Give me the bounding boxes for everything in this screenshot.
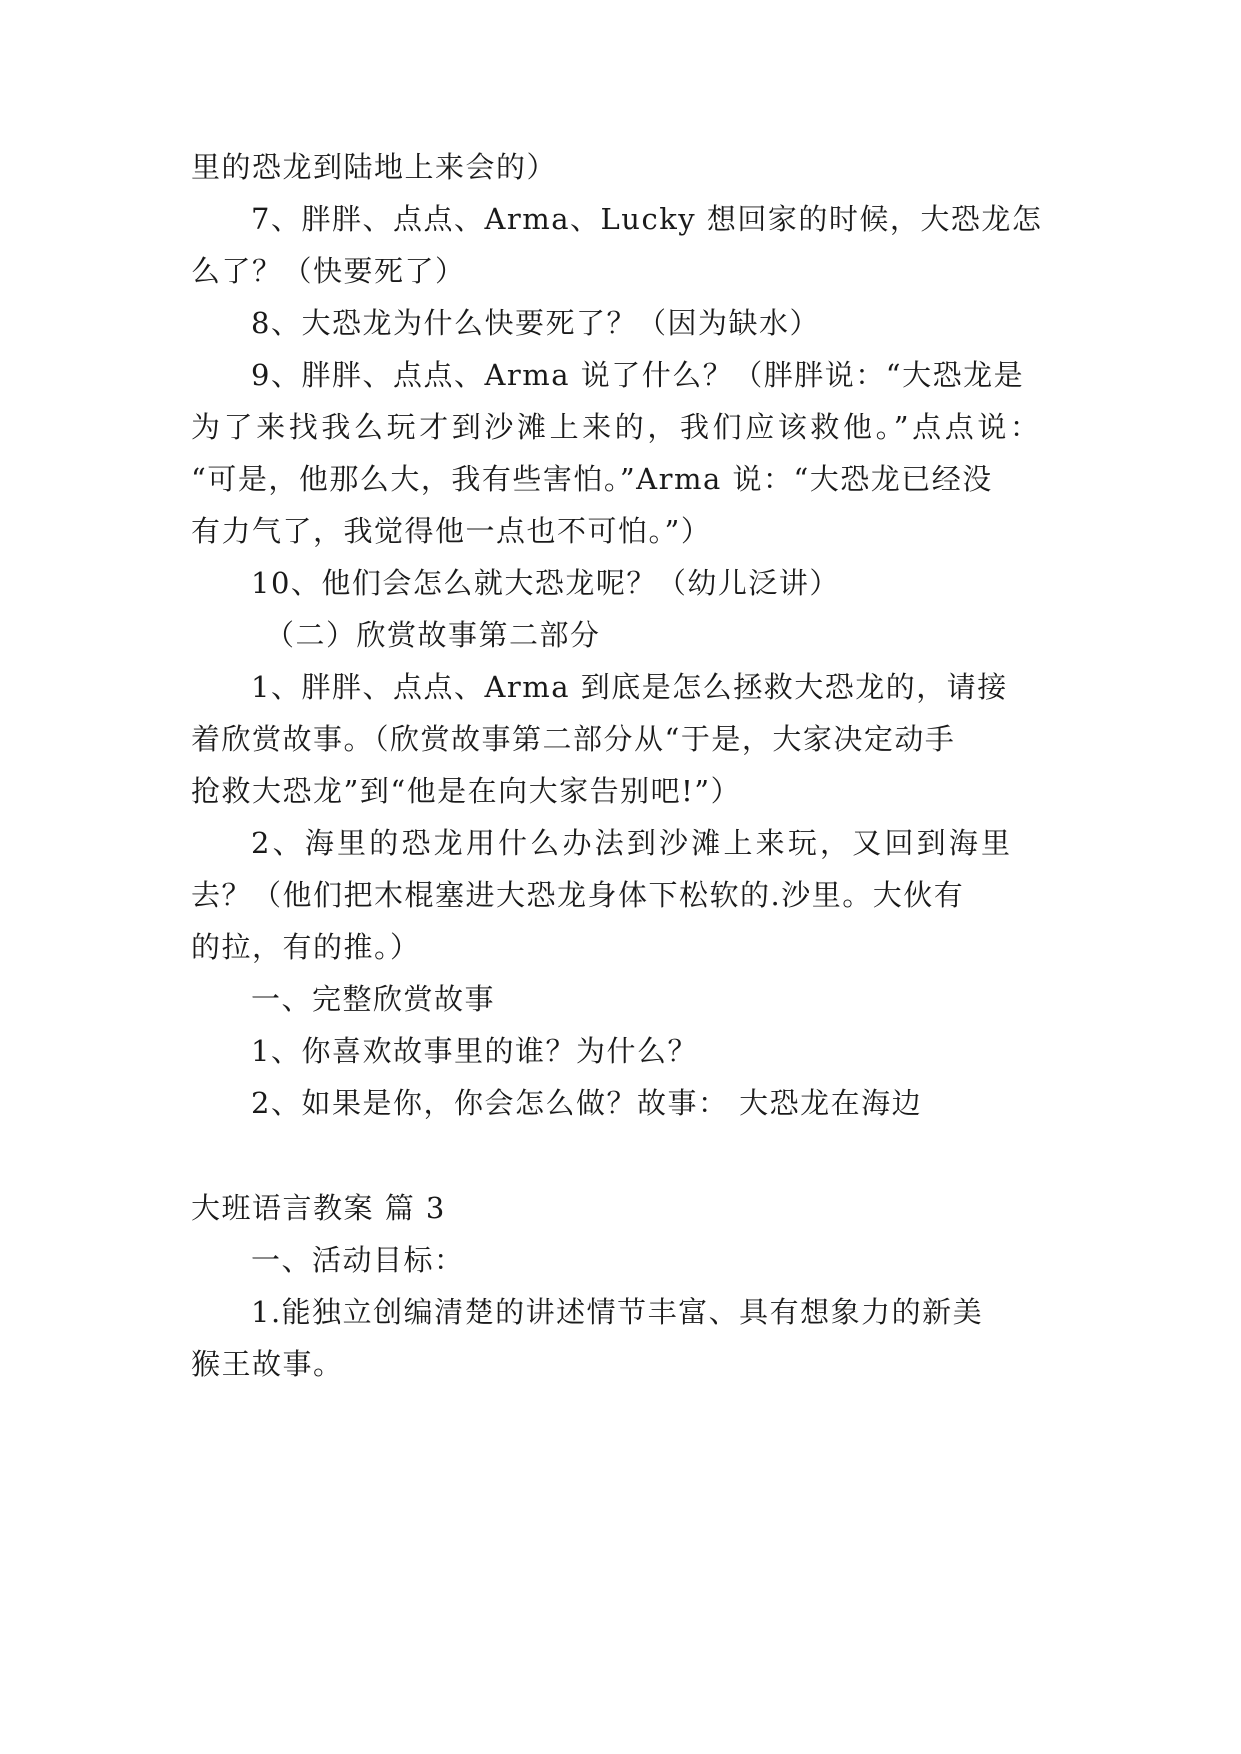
text-line: 1、你喜欢故事里的谁？为什么？ — [251, 1034, 698, 1068]
text-line: 1、胖胖、点点、Arma 到底是怎么拯救大恐龙的，请接 — [251, 670, 1008, 704]
text-line: 2、海里的恐龙用什么办法到沙滩上来玩，又回到海里 — [251, 826, 1014, 860]
text-line: 着欣赏故事。（欣赏故事第二部分从“于是，大家决定动手 — [191, 722, 956, 756]
text-line: 7、胖胖、点点、Arma、Lucky 想回家的时候，大恐龙怎 — [251, 202, 1043, 236]
text-line: 么了？（快要死了） — [191, 254, 466, 288]
section-heading: （二）欣赏故事第二部分 — [265, 618, 601, 652]
text-line: “可是，他那么大，我有些害怕。”Arma 说：“大恐龙已经没 — [191, 462, 993, 496]
section-heading: 一、活动目标： — [251, 1243, 465, 1277]
text-line: 抢救大恐龙”到“他是在向大家告别吧!”） — [191, 774, 742, 808]
text-line: 里的恐龙到陆地上来会的） — [191, 150, 558, 184]
text-line: 8、大恐龙为什么快要死了？（因为缺水） — [251, 306, 820, 340]
chapter-title: 大班语言教案 篇 3 — [191, 1191, 446, 1225]
text-line: 1.能独立创编清楚的讲述情节丰富、具有想象力的新美 — [251, 1295, 984, 1329]
section-heading: 一、完整欣赏故事 — [251, 982, 496, 1016]
text-line: 猴王故事。 — [191, 1347, 344, 1381]
text-line: 为了来找我么玩才到沙滩上来的，我们应该救他。”点点说： — [191, 410, 1043, 444]
text-line: 9、胖胖、点点、Arma 说了什么？（胖胖说：“大恐龙是 — [251, 358, 1025, 392]
text-line: 去？（他们把木棍塞进大恐龙身体下松软的.沙里。大伙有 — [191, 878, 965, 912]
text-line: 有力气了，我觉得他一点也不可怕。”） — [191, 514, 712, 548]
text-line: 的拉，有的推。） — [191, 930, 421, 964]
text-line: 10、他们会怎么就大恐龙呢？（幼儿泛讲） — [251, 566, 840, 600]
text-line: 2、如果是你，你会怎么做？故事： 大恐龙在海边 — [251, 1086, 923, 1120]
